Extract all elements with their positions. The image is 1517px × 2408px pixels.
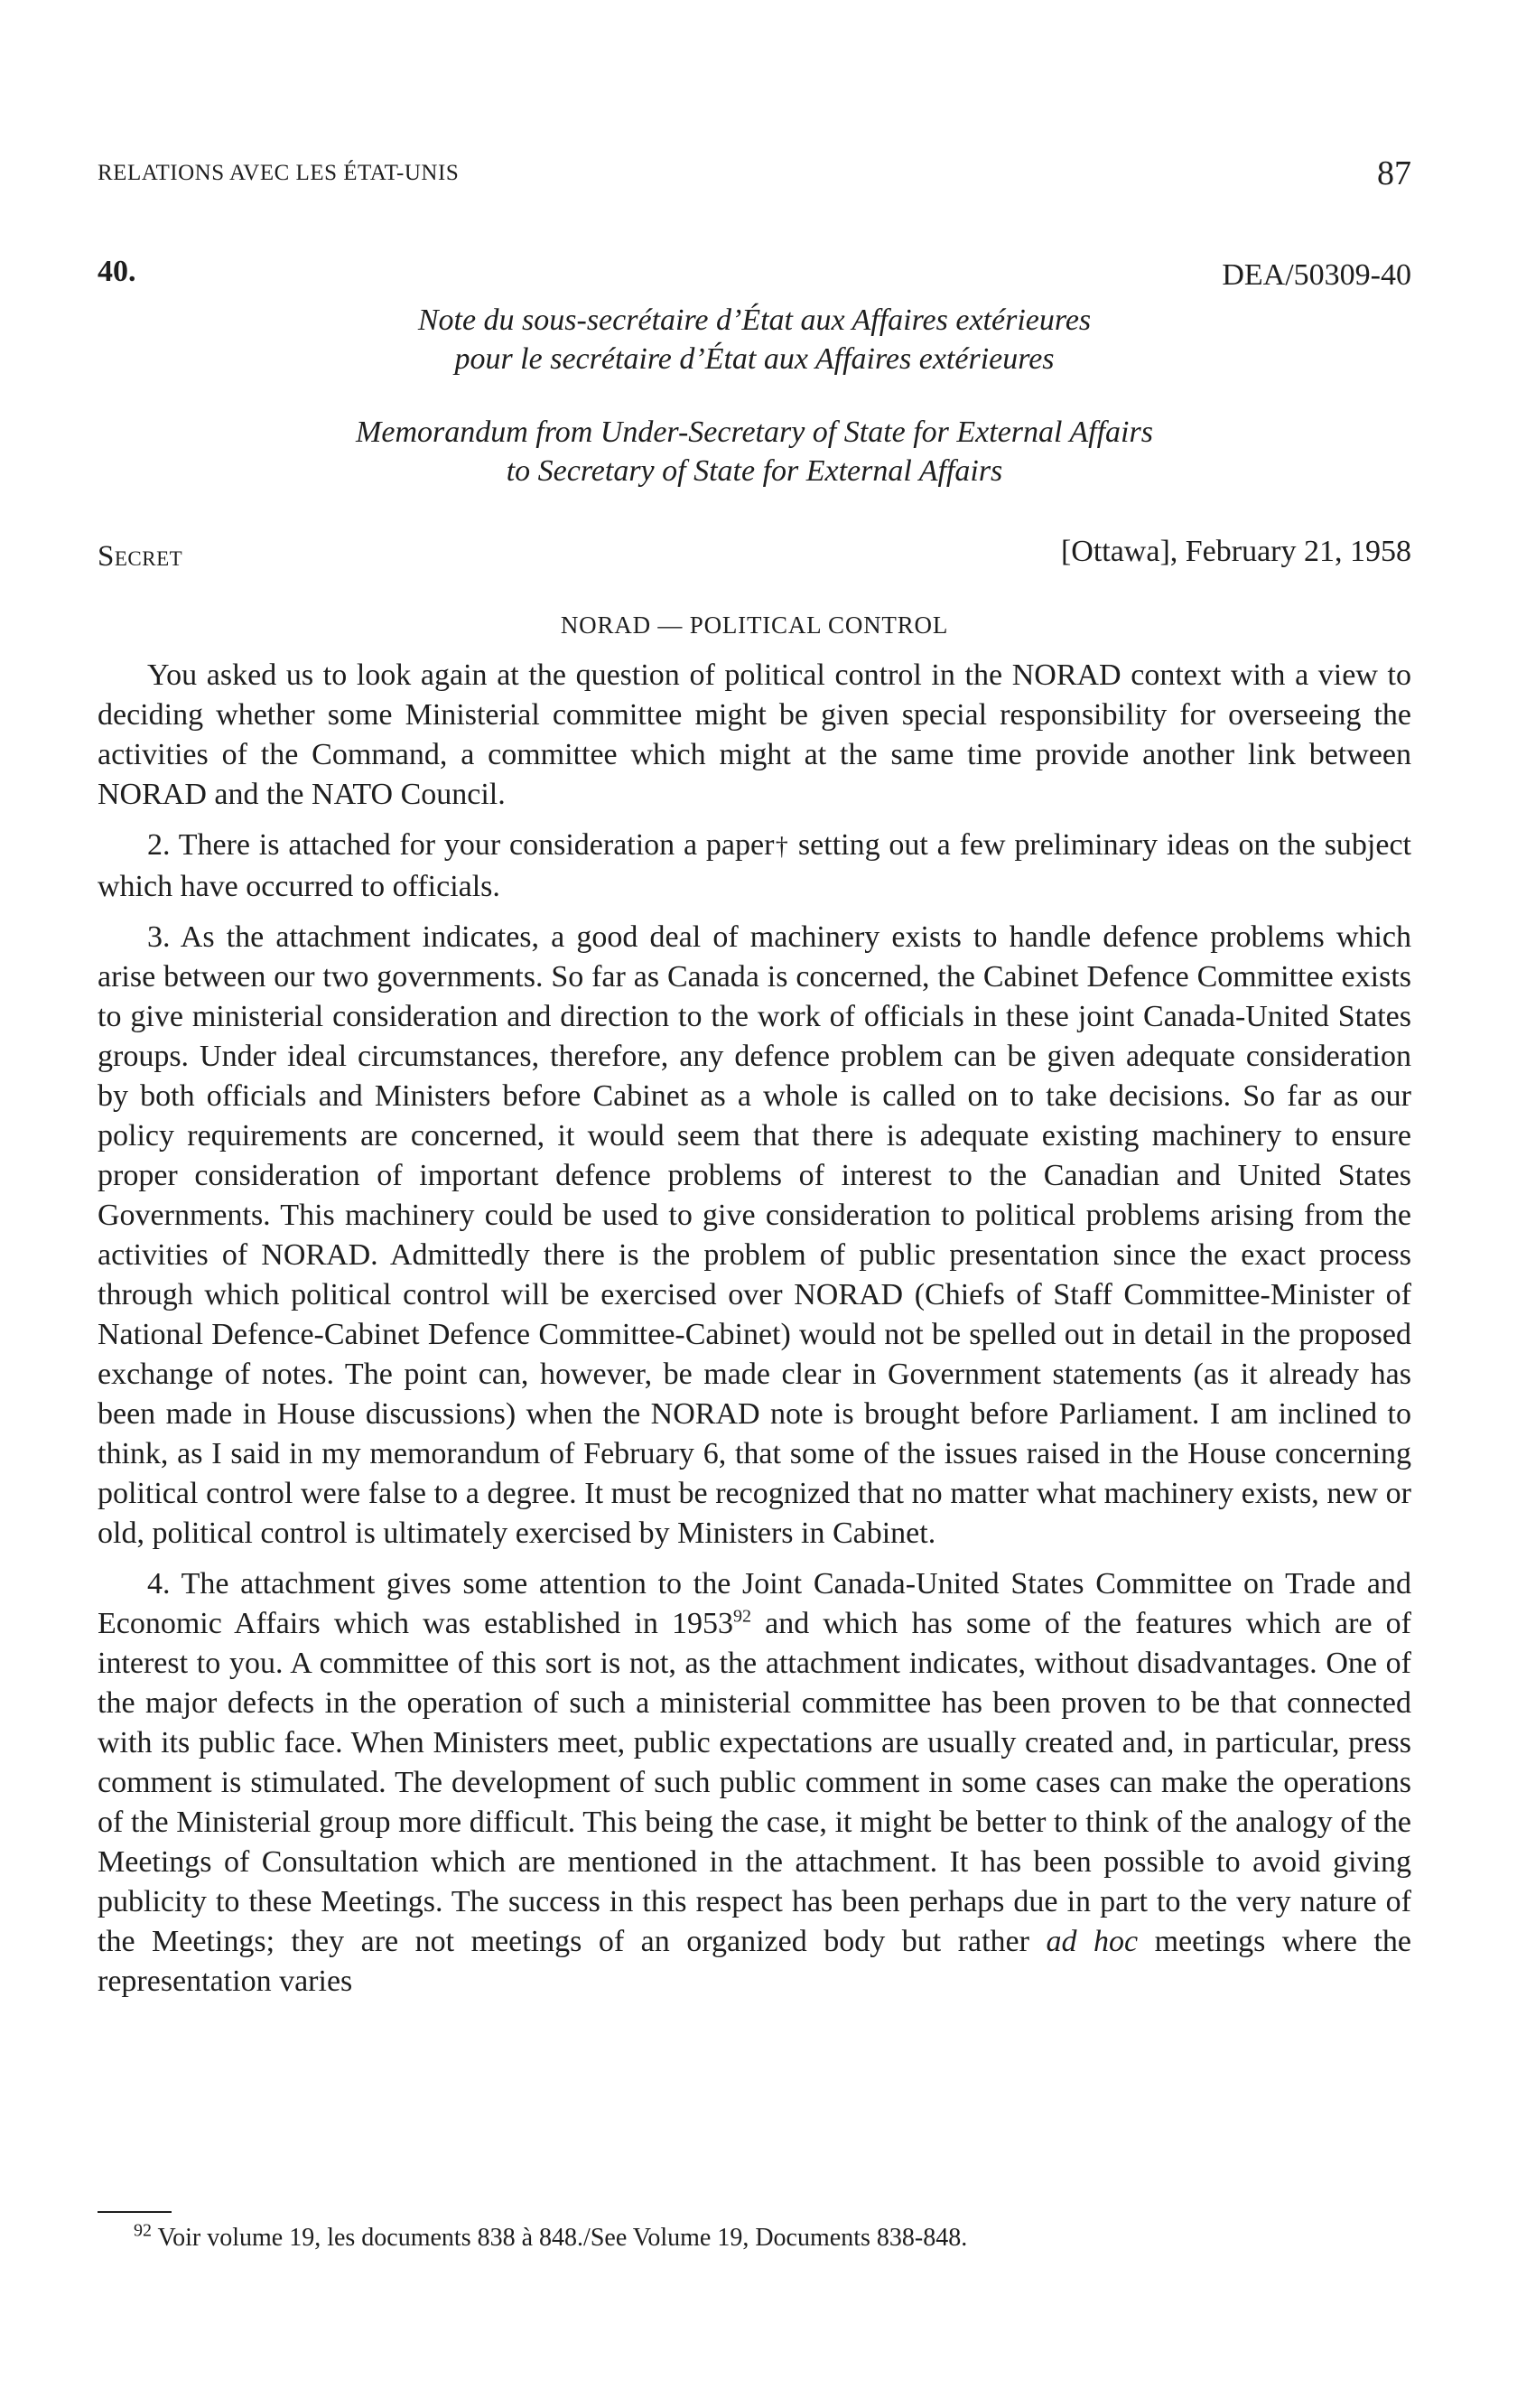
footnote-text: Voir volume 19, les documents 838 à 848./See Volume 19, Documents 838-848. xyxy=(152,2224,968,2252)
footnote-reference: 92 xyxy=(732,1606,751,1627)
dagger-mark: † xyxy=(774,833,790,861)
paragraph-2-text-b: setting out a few preliminary ideas on the subject which have occurred to officials. xyxy=(98,828,1412,903)
title-french-line-2: pour le secrétaire d’État aux Affaires extérieures xyxy=(454,342,1055,376)
title-english xyxy=(98,413,1411,490)
paragraph-4 xyxy=(98,1564,1411,2002)
paragraph-4-italic: ad hoc xyxy=(1046,1925,1139,1958)
paragraph-2-text-a: 2. There is attached for your consideration a paper xyxy=(147,828,775,862)
paragraph-4-text-b: and which has some of the features which are of interest to you. A committee of this sort is not, as the attachment indicates, without disadvantages. One of the major defects in the operation of such a ministerial committee has been proven to be that connected with its public face. When Ministers meet, public expectations are usually created and, in particular, press comment is stimulated. The development of such public comment in some cases can make the operations of the Ministerial group more difficult. This being the case, it might be better to think of the analogy of the Meetings of Consultation which are mentioned in the attachment. It has been possible to avoid giving publicity to these Meetings. The success in this respect has been perhaps due in part to the very nature of the Meetings; they are not meetings of an organized body but rather xyxy=(98,1607,1411,1958)
footnote xyxy=(134,2222,967,2254)
paragraph-2 xyxy=(98,826,1411,907)
paragraph-3: 3. As the attachment indicates, a good deal of machinery exists to handle defence problems which arise between our two governments. So far as Canada is concerned, the Cabinet Defence Committee exists to give ministerial consideration and direction to the work of officials in these joint Canada-United States groups. Under ideal circumstances, therefore, any defence problem can be given adequate consideration by both officials and Ministers before Cabinet as a whole is called on to take decisions. So far as our policy requirements are concerned, it would seem that there is adequate existing machinery to ensure proper consideration of important defence problems of interest to the Canadian and United States Governments. This machinery could be used to give consideration to political problems arising from the activities of NORAD. Admittedly there is the problem of public presentation since the exact process through which political control will be exercised over NORAD (Chiefs of Staff Committee-Minister of National Defence-Cabinet Defence Committee-Cabinet) would not be spelled out in detail in the proposed exchange of notes. The point can, however, be made clear in Government statements (as it already has been made in House discussions) when the NORAD note is brought before Parliament. I am inclined to think, as I said in my memorandum of February 6, that some of the issues raised in the House concerning political control were false to a degree. It must be recognized that no matter what machinery exists, new or old, political control is ultimately exercised by Ministers in Cabinet. xyxy=(98,920,1411,1550)
file-reference: DEA/50309-40 xyxy=(1222,258,1411,292)
classification-label: Secret xyxy=(98,540,183,573)
title-english-line-1: Memorandum from Under-Secretary of State for External Affairs xyxy=(356,415,1153,449)
subject-heading: NORAD — POLITICAL CONTROL xyxy=(560,611,949,639)
paragraph-4-text-c: meetings where the representation varies xyxy=(98,1925,1411,1998)
running-head: RELATIONS AVEC LES ÉTAT-UNIS xyxy=(98,161,460,185)
document-number: 40. xyxy=(98,255,136,288)
paragraph-4-text-a: 4. The attachment gives some attention to the Joint Canada-United States Committee on Trade and Economic Affairs which was established in 1953 xyxy=(98,1567,1411,1640)
title-english-line-2: to Secretary of State for External Affairs xyxy=(506,454,1003,488)
title-french xyxy=(98,301,1411,378)
dateline: [Ottawa], February 21, 1958 xyxy=(1060,535,1411,568)
page-number: 87 xyxy=(1377,154,1411,192)
footnote-divider xyxy=(98,2211,172,2213)
paragraph-1: You asked us to look again at the question of political control in the NORAD context with a view to deciding whether some Ministerial committee might be given special responsibility for overseeing the activities of the Command, a committee which might at the same time provide another link between NORAD and the NATO Council. xyxy=(98,658,1411,811)
memo-body xyxy=(98,656,1411,2012)
footnote-marker: 92 xyxy=(134,2220,152,2241)
title-french-line-1: Note du sous-secrétaire d’État aux Affaires extérieures xyxy=(417,303,1092,337)
